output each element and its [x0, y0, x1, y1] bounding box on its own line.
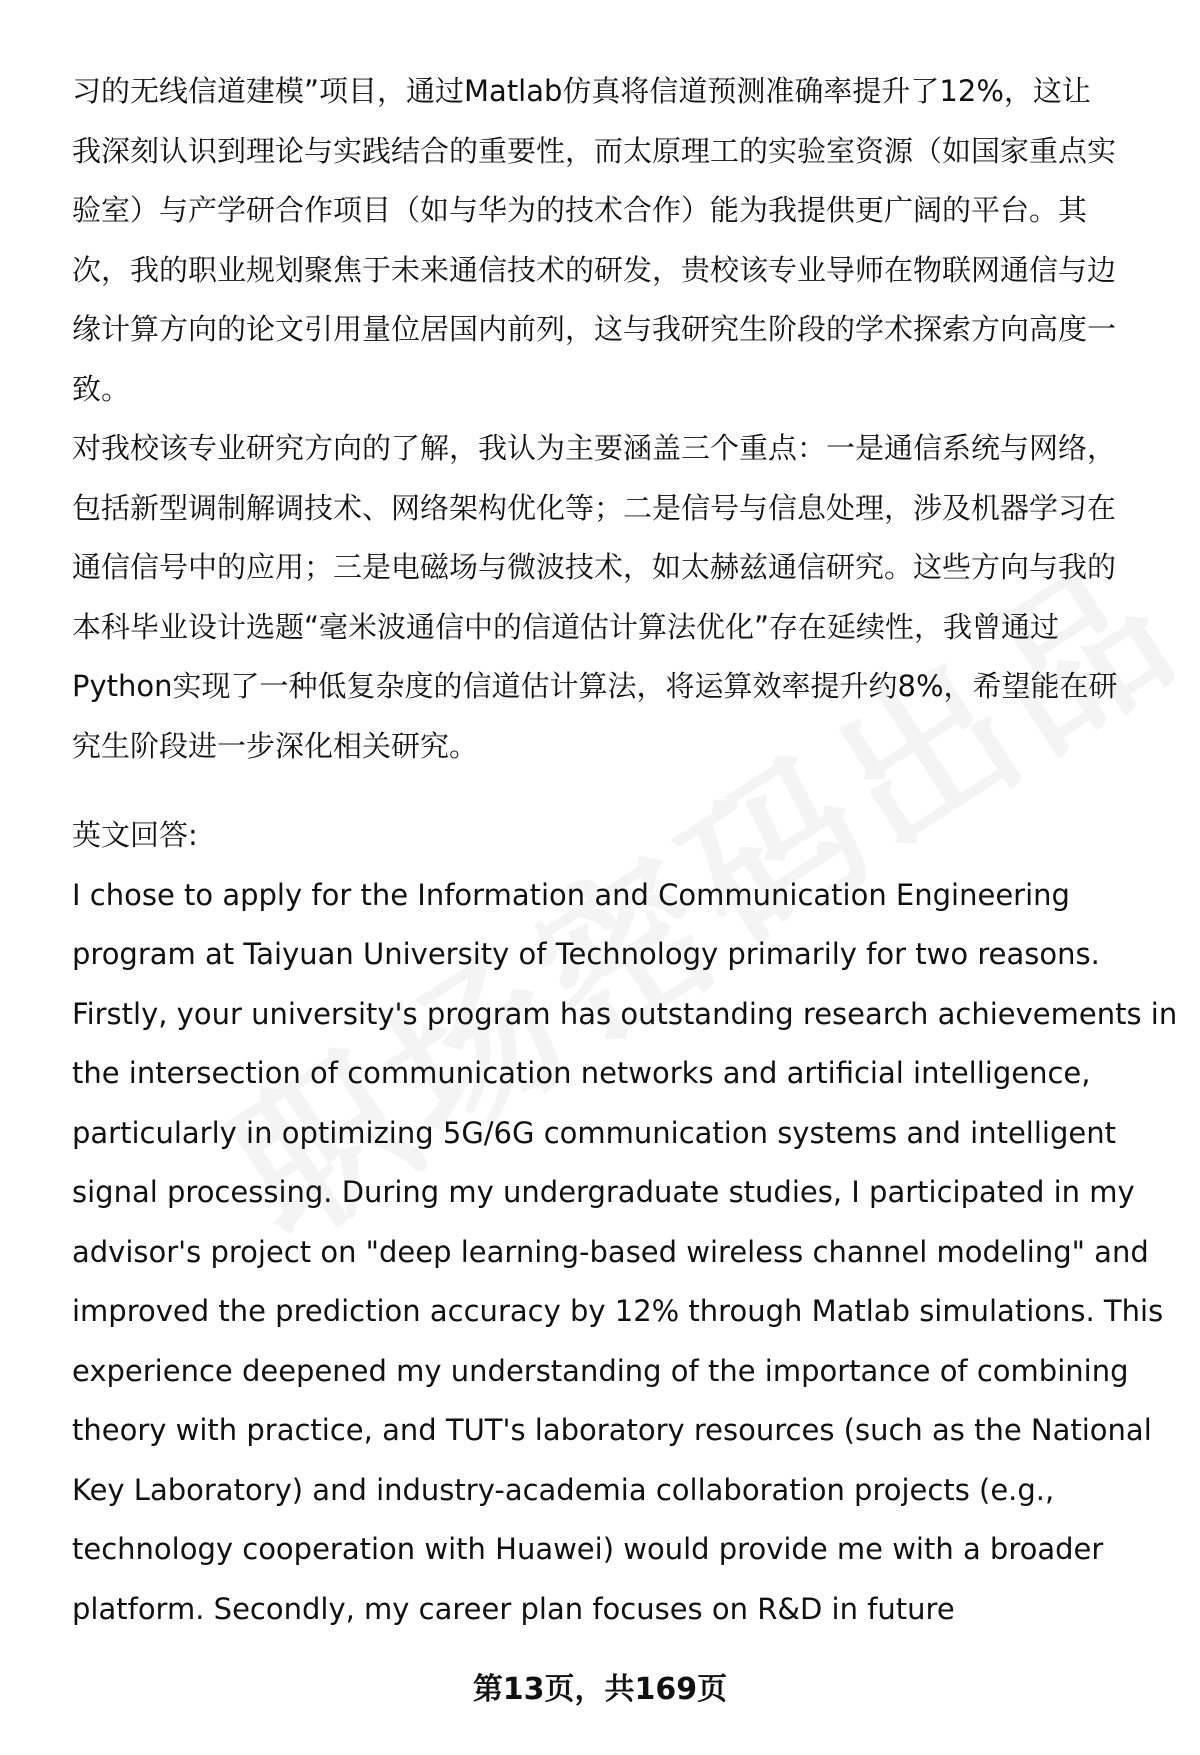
text-line: 致。	[72, 371, 131, 406]
text-line: advisor's project on "deep learning-based wireless channel modeling" and	[72, 1234, 1149, 1269]
paragraph-zh-1	[72, 62, 1132, 419]
text-line: the intersection of communication networks and artificial intelligence,	[72, 1056, 1091, 1090]
text-line: 对我校该专业研究方向的了解，我认为主要涵盖三个重点：一是通信系统与网络，	[72, 431, 1117, 465]
document-body	[72, 62, 1178, 1639]
text-line: I chose to apply for the Information and Communication Engineering	[72, 877, 1070, 912]
text-line: 包括新型调制解调技术、网络架构优化等；二是信号与信息处理，涉及机器学习在	[72, 490, 1117, 525]
text-line: 次，我的职业规划聚焦于未来通信技术的研发，贵校该专业导师在物联网通信与边	[72, 252, 1117, 287]
text-line: Firstly, your university's program has outstanding research achievements in	[72, 996, 1178, 1031]
text-line: 缘计算方向的论文引用量位居国内前列，这与我研究生阶段的学术探索方向高度一	[72, 312, 1117, 346]
text-line: platform. Secondly, my career plan focuses on R&D in future	[72, 1591, 955, 1626]
text-line: 验室）与产学研合作项目（如与华为的技术合作）能为我提供更广阔的平台。其	[72, 193, 1088, 227]
text-line: Key Laboratory) and industry-academia collaboration projects (e.g.,	[72, 1472, 1055, 1507]
text-line: 习的无线信道建模”项目，通过Matlab仿真将信道预测准确率提升了12%，这让	[72, 74, 1091, 108]
paragraph-zh-2	[72, 419, 1132, 776]
text-line: Python实现了一种低复杂度的信道估计算法，将运算效率提升约8%，希望能在研	[72, 669, 1118, 703]
text-line: theory with practice, and TUT's laboratory resources (such as the National	[72, 1413, 1152, 1447]
paragraph-en	[72, 866, 1178, 1640]
english-answer-heading: 英文回答:	[72, 818, 198, 852]
text-line: 究生阶段进一步深化相关研究。	[72, 728, 479, 763]
text-line: experience deepened my understanding of the importance of combining	[72, 1353, 1129, 1388]
text-line: 本科毕业设计选题“毫米波通信中的信道估计算法优化”存在延续性，我曾通过	[72, 609, 1060, 644]
text-line: particularly in optimizing 5G/6G communication systems and intelligent	[72, 1115, 1116, 1150]
text-line: signal processing. During my undergraduate studies, I participated in my	[72, 1175, 1135, 1209]
text-line: 我深刻认识到理论与实践结合的重要性，而太原理工的实验室资源（如国家重点实	[72, 133, 1117, 168]
text-line: 通信信号中的应用；三是电磁场与微波技术，如太赫兹通信研究。这些方向与我的	[72, 550, 1117, 584]
text-line: technology cooperation with Huawei) would provide me with a broader	[72, 1532, 1104, 1566]
paragraph-gap	[72, 776, 1132, 806]
text-line: program at Taiyuan University of Technology primarily for two reasons.	[72, 937, 1100, 971]
page-number: 第13页，共169页	[472, 1672, 728, 1707]
text-line: improved the prediction accuracy by 12% through Matlab simulations. This	[72, 1294, 1164, 1328]
